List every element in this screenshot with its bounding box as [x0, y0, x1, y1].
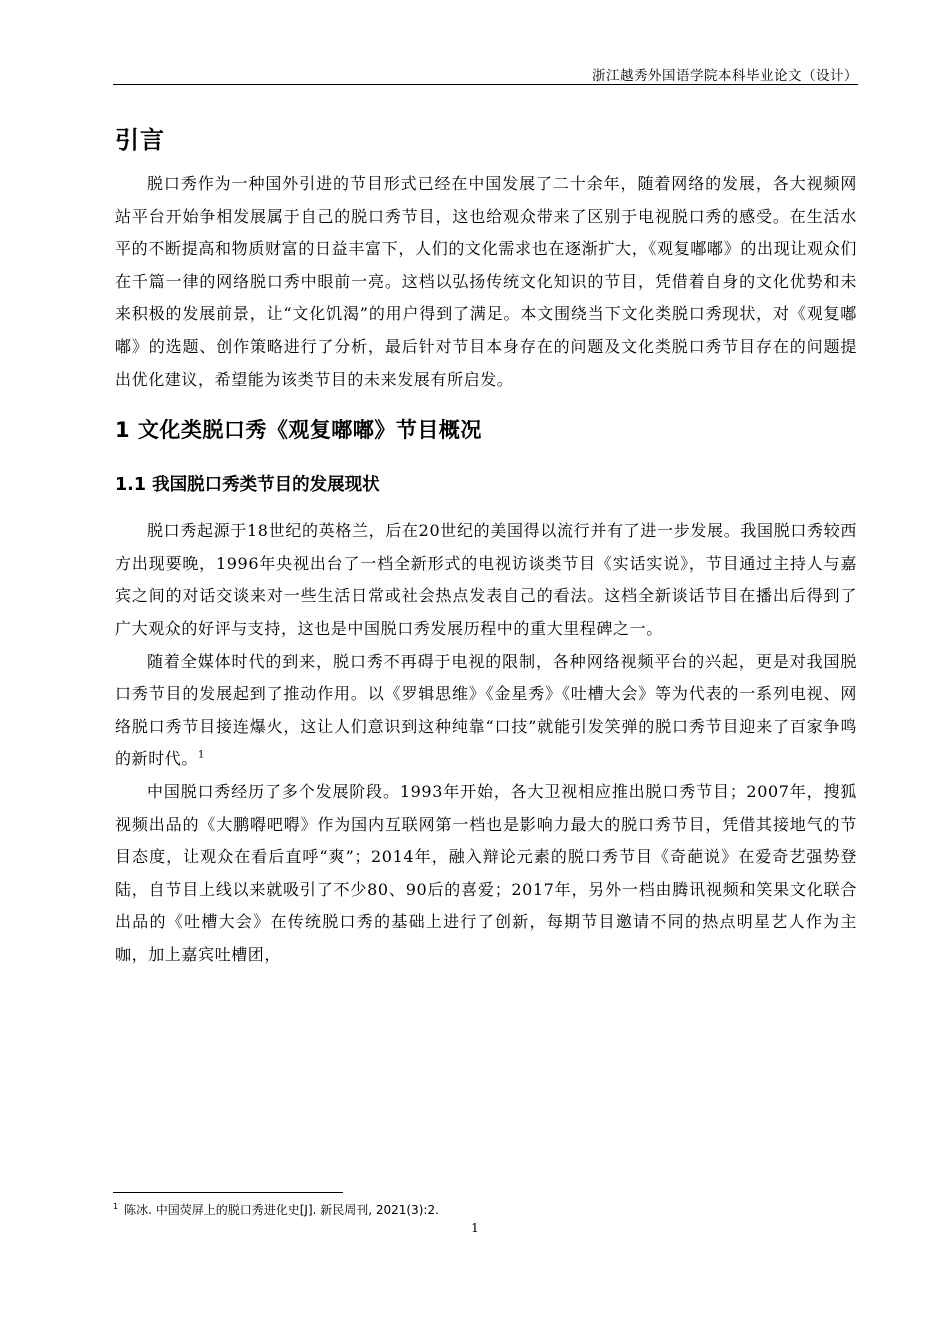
intro-paragraph: 脱口秀作为一种国外引进的节目形式已经在中国发展了二十余年，随着网络的发展，各大视频网站平台开始争相发展属于自己的脱口秀节目，这也给观众带来了区别于电视脱口秀的感受。在生活水平的不断提高和物质财富的日益丰富下，人们的文化需求也在逐渐扩大，《观复嘟嘟》的出现让观众们在千篇一律的网络脱口秀中眼前一亮。这档以弘扬传统文化知识的节目，凭借着自身的文化优势和未来积极的发展前景，让“文化饥渴”的用户得到了满足。本文围绕当下文化类脱口秀现状，对《观复嘟嘟》的选题、创作策略进行了分析，最后针对节目本身存在的问题及文化类脱口秀节目存在的问题提出优化建议，希望能为该类节目的未来发展有所启发。 — [115, 174, 857, 389]
body-paragraph-3: 中国脱口秀经历了多个发展阶段。1993年开始，各大卫视相应推出脱口秀节目；2007年，搜狐视频出品的《大鹏嘚吧嘚》作为国内互联网第一档也是影响力最大的脱口秀节目，凭借其接地气的节目态度，让观众在看后直呼“爽”；2014年，融入辩论元素的脱口秀节目《奇葩说》在爱奇艺强势登陆，自节目上线以来就吸引了不少80、90后的喜爱；2017年，另外一档由腾讯视频和笑果文化联合出品的《吐槽大会》在传统脱口秀的基础上进行了创新，每期节目邀请不同的热点明星艺人作为主咖，加上嘉宾吐槽团， — [115, 781, 857, 964]
header-title: 浙江越秀外国语学院本科毕业论文（设计） — [592, 68, 858, 84]
section-1-1-heading: 1.1 我国脱口秀类节目的发展现状 — [115, 475, 380, 496]
body-paragraph-1: 脱口秀起源于18世纪的英格兰，后在20世纪的美国得以流行并有了进一步发展。我国脱口秀较西方出现要晚，1996年央视出台了一档全新形式的电视访谈类节目《实话实说》，节目通过主持人与嘉宾之间的对话交谈来对一些生活日常或社会热点发表自己的看法。这档全新谈话节目在播出后得到了广大观众的好评与支持，这也是中国脱口秀发展历程中的重大里程碑之一。 — [115, 521, 857, 638]
footnote-reference: 1 — [198, 749, 205, 761]
footnote-divider — [113, 1192, 343, 1193]
header-divider — [113, 84, 858, 85]
body-paragraph-2 — [115, 646, 857, 776]
section-1-heading: 1 文化类脱口秀《观复嘟嘟》节目概况 — [115, 418, 482, 443]
page-number: 1 — [471, 1221, 479, 1235]
footnote — [113, 1201, 439, 1218]
footnote-number: 1 — [113, 1202, 119, 1211]
intro-heading: 引言 — [115, 126, 165, 154]
main-content — [115, 118, 857, 971]
footnote-text: 陈冰. 中国荧屏上的脱口秀进化史[J]. 新民周刊, 2021(3):2. — [124, 1203, 439, 1217]
body-paragraph-2-text: 随着全媒体时代的到来，脱口秀不再碍于电视的限制，各种网络视频平台的兴起，更是对我国脱口秀节目的发展起到了推动作用。以《罗辑思维》《金星秀》《吐槽大会》等为代表的一系列电视、网络脱口秀节目接连爆火，这让人们意识到这种纯靠“口技”就能引发笑弹的脱口秀节目迎来了百家争鸣的新时代。 — [115, 651, 857, 769]
